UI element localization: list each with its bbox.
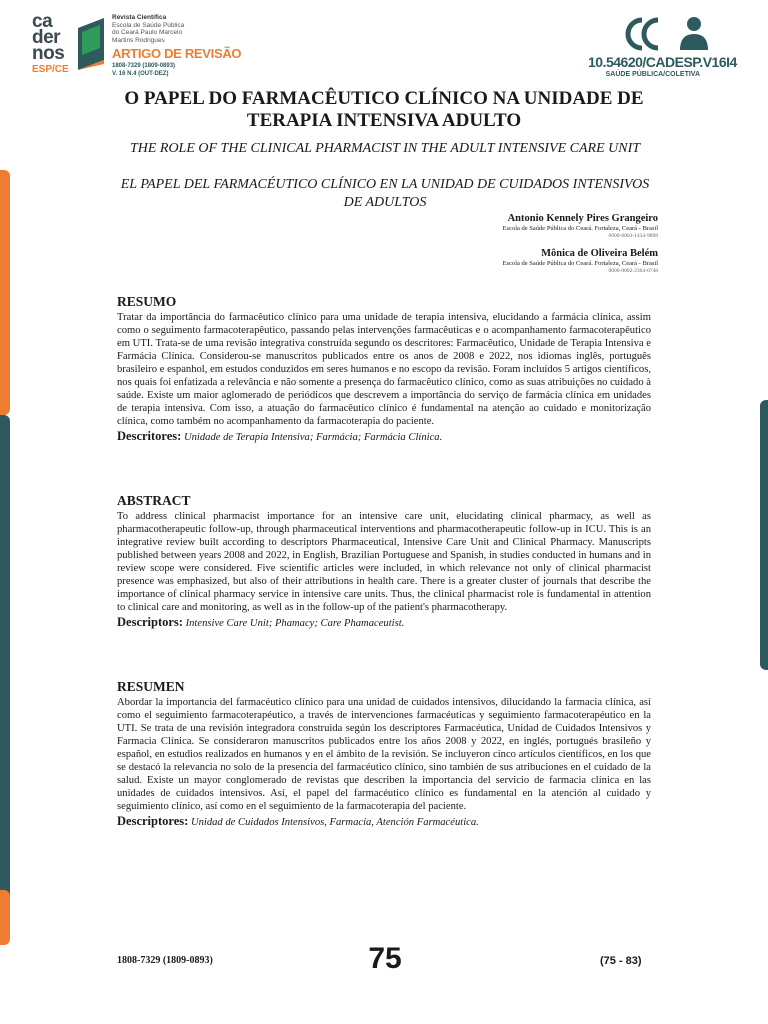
logo-line-2: der <box>32 27 61 48</box>
footer-issn: 1808-7329 (1809-0893) <box>117 955 213 966</box>
abstract-heading: ABSTRACT <box>117 493 191 508</box>
journal-volume: V. 16 N.4 (OUT-DEZ) <box>112 71 169 77</box>
journal-line-4: Martins Rodrigues <box>112 36 165 44</box>
journal-line-3: do Ceará Paulo Marcelo <box>112 29 183 36</box>
author-2 <box>503 247 658 275</box>
page-number: 75 <box>368 942 402 975</box>
doi-label: 10.54620/CADESP.V16I4 <box>588 54 737 70</box>
journal-issn: 1808-7329 (1809-0893) <box>112 63 176 69</box>
logo-subtitle: ESP/CE <box>32 64 69 75</box>
author-1-name: Antonio Kennely Pires Grangeiro <box>507 213 658 224</box>
left-accent-bar-orange <box>0 170 10 415</box>
creative-commons-icon <box>624 14 712 54</box>
left-accent-bar-teal <box>0 415 10 925</box>
author-1-orcid: 0000-0003-1434-9898 <box>608 233 658 239</box>
author-2-affiliation: Escola de Saúde Pública do Ceará. Fortaleza, Ceará - Brasil <box>502 260 658 267</box>
resumen-body: Abordar la importancia del farmacéutico clínico para una unidad de cuidados intensivos, dilucidando la farmacia clínica, así como el seguimiento farmacoterapéutico, a través de intervenciones farmacéuticas y seguimiento farmacoterapéutico en la UTI. Se trata de una revisión integradora construida según los descriptores Farmacéutica, Unidad de Cuidados Intensivos y Farmacia Clínica. Se consideraron manuscritos publicados entre los años 2008 y 2022, en inglés, portugués brasileño y español, en estudios realizados en humanos y en el ámbito de la revisión. Se incluyeron cinco artículos científicos, en los que se destacó la relevancia no solo de la presencia del farmacéutico clínico, sino también de sus atribuciones en el cuidado de la salud. Existe un mayor conglomerado de revistas que describen la importancia del servicio de farmacia clínica en las unidades de cuidados intensivos. Así, el papel del farmacéutico clínico es fundamental en la atención al cuidado y seguimiento clínico, así como en el seguimiento de la farmacoterapia del paciente. <box>117 697 651 812</box>
left-accent-bar-orange-bottom <box>0 890 10 945</box>
title-english: THE ROLE OF THE CLINICAL PHARMACIST IN THE ADULT INTENSIVE CARE UNIT <box>129 141 641 156</box>
page-range: (75 - 83) <box>600 955 642 967</box>
resumo-keywords-text: Unidade de Terapia Intensiva; Farmácia; Farmácia Clínica. <box>183 432 443 443</box>
author-2-orcid: 0000-0002-2304-0748 <box>608 268 658 274</box>
author-1-affiliation: Escola de Saúde Pública do Ceará. Fortaleza, Ceará - Brasil <box>502 225 658 232</box>
journal-name: Revista Científica <box>112 14 167 21</box>
resumo-keywords-label: Descritores: <box>117 429 182 443</box>
logo-line-1: ca <box>32 11 53 32</box>
doi-subtitle: SAÚDE PÚBLICA/COLETIVA <box>605 71 700 78</box>
resumo-keywords <box>117 429 651 445</box>
logo-emblem-icon <box>78 18 104 70</box>
journal-info <box>112 14 241 78</box>
section-abstract <box>117 493 651 631</box>
author-2-name: Mônica de Oliveira Belém <box>541 248 658 259</box>
author-1 <box>503 212 658 240</box>
journal-line-2: Escola de Saúde Pública <box>112 21 185 29</box>
resumen-keywords-label: Descriptores: <box>117 814 189 828</box>
abstract-body: To address clinical pharmacist importance for an intensive care unit, elucidating clinical pharmacy, as well as pharmacotherapeutic follow-up, through pharmaceutical interventions and pharmacotherapeutic follow-up in ICU. This is an integrative review built according to descriptors Pharmaceutical, Intensive Care Unit and Clinical Pharmacy. Manuscripts published between years 2008 and 2022, in English, Brazilian Portuguese and Spanish, in studies conducted in humans and in review scope were considered. Five scientific articles were included, in which relevance not only of clinical pharmacist presence was emphasized, but also of their attributions in health care. There is a greater cluster of journals that describe the importance of clinical pharmacy service in intensive care units. Thus, the clinical pharmacist role is fundamental in attention to clinical care and monitoring, as well as in the follow-up of the patient's pharmacotherapy. <box>117 511 651 613</box>
abstract-keywords <box>117 615 651 631</box>
abstract-keywords-text: Intensive Care Unit; Phamacy; Care Phamaceutist. <box>185 618 405 629</box>
right-accent-bar-teal <box>760 400 768 670</box>
resumo-heading: RESUMO <box>117 294 177 309</box>
abstract-keywords-label: Descriptors: <box>117 615 183 629</box>
article-type: ARTIGO DE REVISÃO <box>112 46 242 61</box>
journal-logo <box>32 11 76 75</box>
resumen-heading: RESUMEN <box>117 679 185 694</box>
title-portuguese: O PAPEL DO FARMACÊUTICO CLÍNICO NA UNIDADE DE TERAPIA INTENSIVA ADULTO <box>124 88 644 131</box>
section-resumen <box>117 679 651 830</box>
resumen-keywords <box>117 814 651 830</box>
section-resumo <box>117 294 651 445</box>
resumen-keywords-text: Unidad de Cuidados Intensivos, Farmacia, Atención Farmacéutica. <box>190 817 479 828</box>
title-spanish: EL PAPEL DEL FARMACÉUTICO CLÍNICO EN LA UNIDAD DE CUIDADOS INTENSIVOS DE ADULTOS <box>120 177 650 210</box>
resumo-body: Tratar da importância do farmacêutico clínico para uma unidade de terapia intensiva, elucidando a farmácia clínica, assim como o seguimento farmacoterapêutico, passando pelas intervenções farmacêuticas e o acompanhamento farmacoterapêutico em UTI. Trata-se de uma revisão integrativa construída segundo os descritores: Farmacêutico, Unidade de Terapia Intensiva e Farmácia Clínica. Considerou-se manuscritos publicados entre os anos de 2008 e 2022, nos idiomas inglês, português brasileiro e espanhol, em estudos conduzidos em seres humanos e no escopo da revisão. Foram incluídos 5 artigos científicos, nos quais foi enfatizada a relevância e não somente a presença do farmacêutico clínico, como as suas atribuições no cuidado à saúde. Existe um maior aglomerado de periódicos que descrevem a importância do serviço de farmácia clínica em unidades de terapia intensiva. Com isso, a atuação do farmacêutico clínico é fundamental na atenção ao cuidado e monitorização clínica, como também no acompanhamento da farmacoterapia do paciente. <box>117 312 651 427</box>
logo-line-3: nos <box>32 43 65 64</box>
